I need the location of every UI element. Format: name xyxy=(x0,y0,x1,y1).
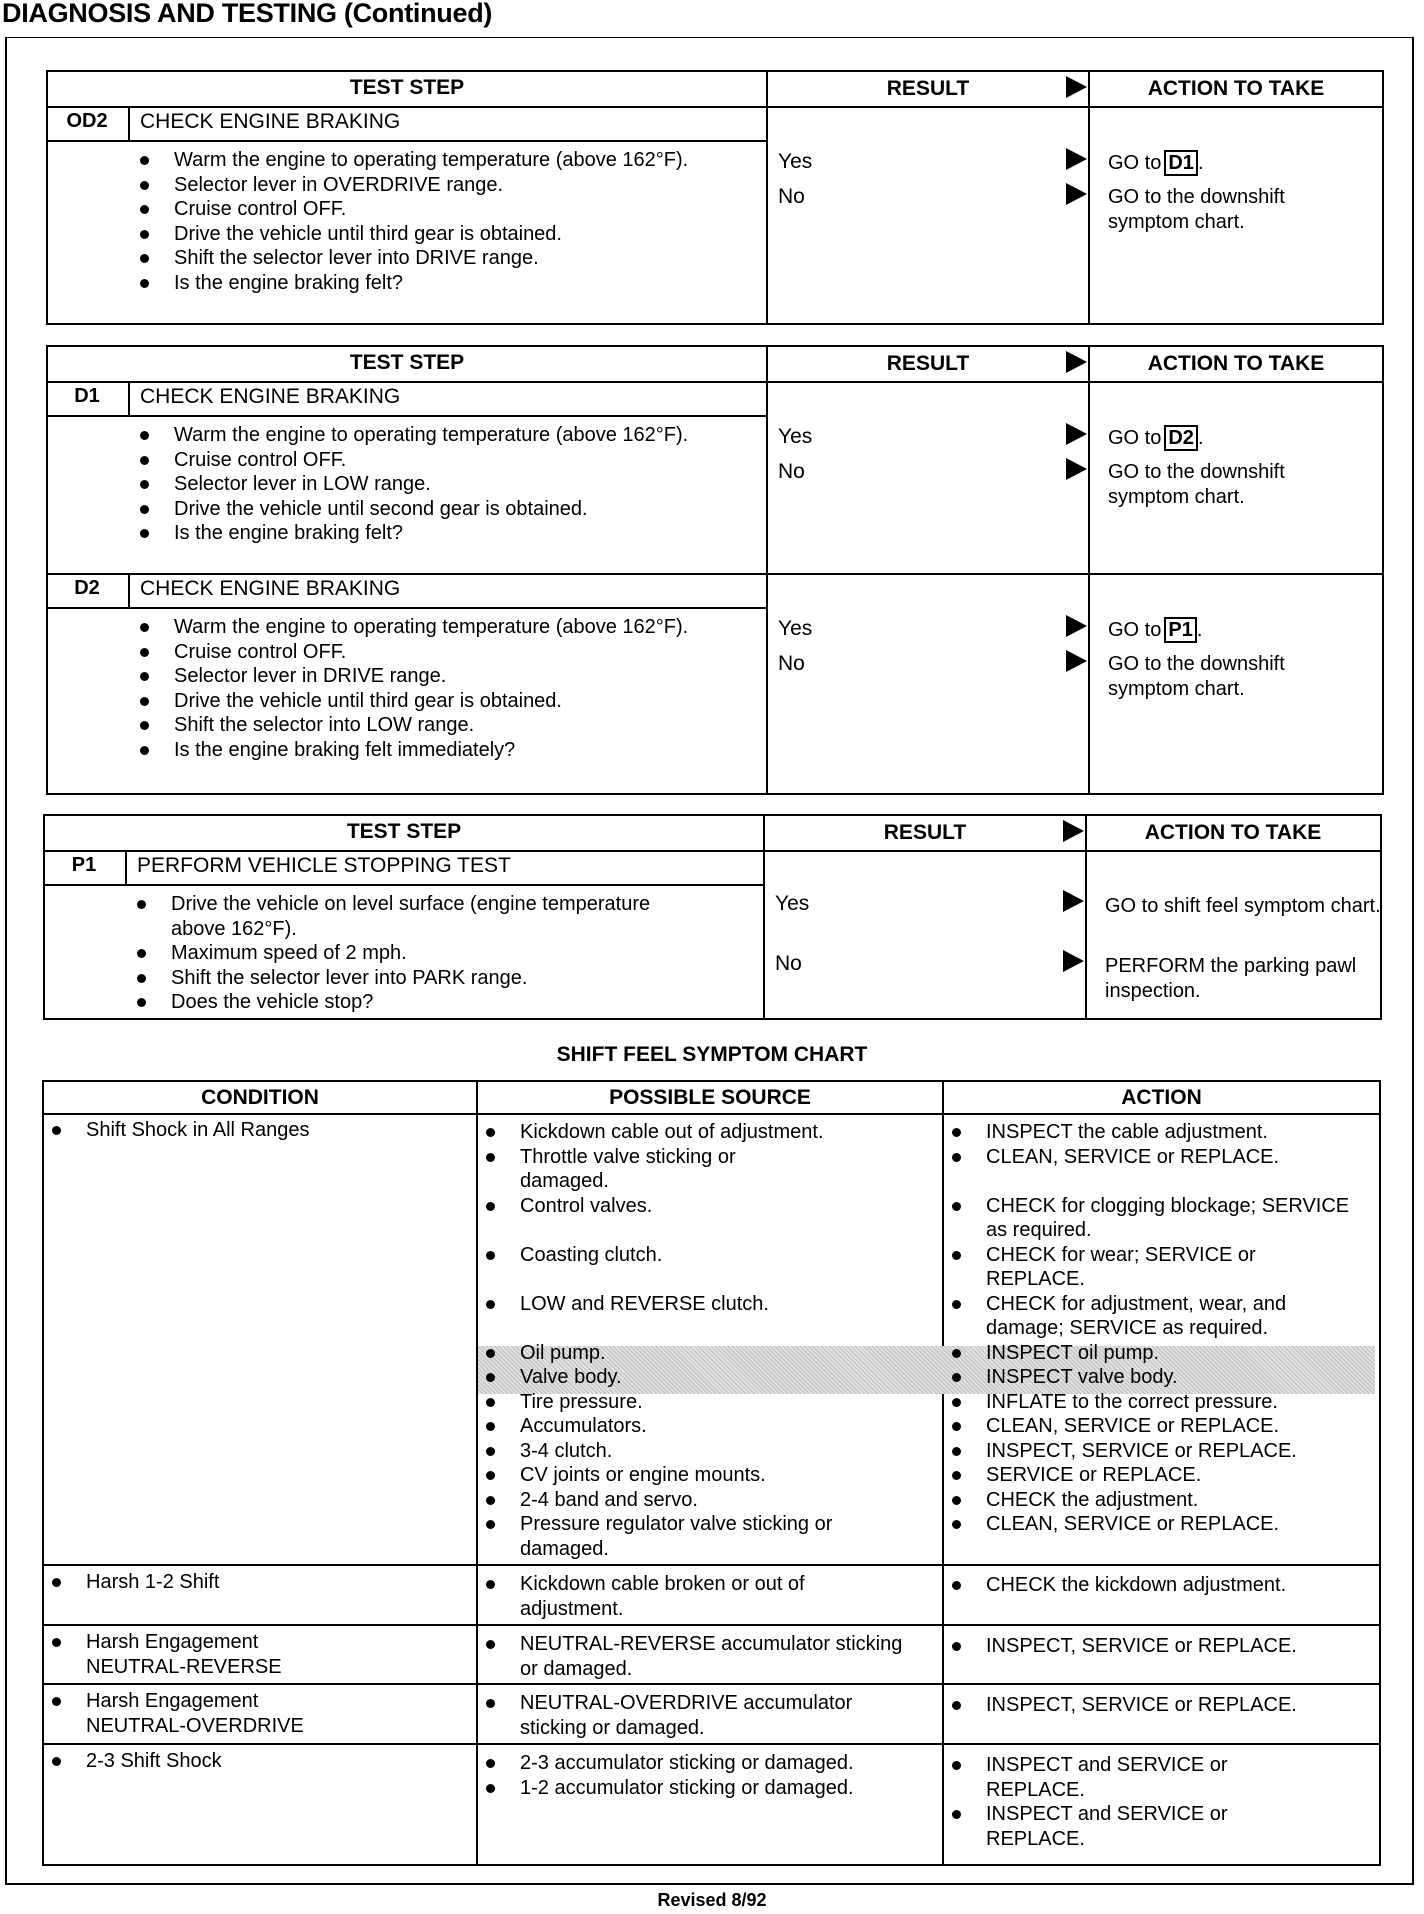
action-item: INSPECT the cable adjustment. xyxy=(948,1120,1368,1145)
col-header-action: ACTION xyxy=(1121,1086,1202,1109)
source-item: NEUTRAL-REVERSE accumulator sticking or damaged. xyxy=(482,1632,922,1681)
action-no: PERFORM the parking pawl inspection. xyxy=(1105,955,1357,1002)
source-item: Oil pump. xyxy=(482,1341,922,1366)
revision-footer: Revised 8/92 xyxy=(657,1890,767,1910)
bullet-item: Selector lever in OVERDRIVE range. xyxy=(136,173,736,198)
bullet-item: Drive the vehicle until third gear is obtained. xyxy=(136,222,736,247)
action-item: INSPECT valve body. xyxy=(948,1365,1368,1390)
header-action: ACTION TO TAKE xyxy=(1147,352,1325,375)
source-item: NEUTRAL-OVERDRIVE accumulator sticking or damaged. xyxy=(482,1691,892,1740)
result-yes: Yes xyxy=(778,425,813,448)
header-test-step: TEST STEP xyxy=(346,820,462,843)
condition-cell xyxy=(48,1689,328,1738)
symptom-chart-title: SHIFT FEEL SYMPTOM CHART xyxy=(556,1043,868,1066)
source-item: Accumulators. xyxy=(482,1414,922,1439)
arrow-icon xyxy=(1066,650,1087,672)
step-id: OD2 xyxy=(66,110,108,132)
step-title: PERFORM VEHICLE STOPPING TEST xyxy=(137,854,511,877)
action-no: GO to the downshift symptom chart. xyxy=(1108,653,1285,700)
action-item: CLEAN, SERVICE or REPLACE. xyxy=(948,1512,1368,1537)
source-item: Coasting clutch. xyxy=(482,1243,922,1268)
result-no: No xyxy=(778,652,805,675)
action-yes: GO to D2 . xyxy=(1108,427,1204,449)
action-item: INSPECT oil pump. xyxy=(948,1341,1368,1366)
step-id: D2 xyxy=(74,577,100,599)
arrow-icon xyxy=(1066,148,1087,170)
result-no: No xyxy=(778,460,805,483)
header-arrow-icon xyxy=(1066,351,1087,373)
action-no: GO to the downshift symptom chart. xyxy=(1108,461,1285,508)
step-title: CHECK ENGINE BRAKING xyxy=(140,577,401,600)
header-action: ACTION TO TAKE xyxy=(1147,77,1325,100)
step-bullets xyxy=(136,148,736,295)
source-item: Kickdown cable out of adjustment. xyxy=(482,1120,922,1145)
test-step-table-d1-d2 xyxy=(46,345,1384,795)
step-bullets xyxy=(136,615,736,762)
bullet-item: Shift the selector lever into PARK range. xyxy=(133,966,653,991)
step-ref-box: D2 xyxy=(1164,425,1198,451)
action-item: CHECK the adjustment. xyxy=(948,1488,1368,1513)
action-item: INSPECT, SERVICE or REPLACE. xyxy=(948,1693,1368,1718)
header-result: RESULT xyxy=(883,821,967,844)
header-result: RESULT xyxy=(886,77,970,100)
bullet-item: Drive the vehicle on level surface (engine temperature above 162°F). xyxy=(133,892,653,941)
action-item: CHECK for adjustment, wear, and damage; SERVICE as required. xyxy=(948,1292,1368,1341)
bullet-item: Selector lever in DRIVE range. xyxy=(136,664,736,689)
result-no: No xyxy=(775,952,802,975)
bullet-item: Is the engine braking felt? xyxy=(136,271,736,296)
header-action: ACTION TO TAKE xyxy=(1144,821,1322,844)
action-item: CLEAN, SERVICE or REPLACE. xyxy=(948,1414,1368,1439)
bullet-item: Cruise control OFF. xyxy=(136,640,736,665)
col-header-possible-source: POSSIBLE SOURCE xyxy=(609,1086,811,1109)
arrow-icon xyxy=(1066,615,1087,637)
action-yes: GO to D1 . xyxy=(1108,152,1204,174)
source-item: 1-2 accumulator sticking or damaged. xyxy=(482,1776,862,1801)
source-item: LOW and REVERSE clutch. xyxy=(482,1292,922,1317)
action-list xyxy=(948,1693,1368,1718)
source-list xyxy=(482,1120,922,1561)
header-result: RESULT xyxy=(886,352,970,375)
source-item: Kickdown cable broken or out of adjustment. xyxy=(482,1572,902,1621)
step-bullets xyxy=(136,423,736,546)
bullet-item: Cruise control OFF. xyxy=(136,197,736,222)
step-id: D1 xyxy=(74,385,100,407)
bullet-item: Maximum speed of 2 mph. xyxy=(133,941,653,966)
action-item: CHECK for clogging blockage; SERVICE as required. xyxy=(948,1194,1368,1243)
condition-item: Harsh Engagement NEUTRAL-REVERSE xyxy=(48,1630,328,1679)
test-step-table-p1 xyxy=(43,814,1382,1020)
arrow-icon xyxy=(1066,458,1087,480)
action-list xyxy=(948,1573,1368,1598)
bullet-item: Warm the engine to operating temperature (above 162°F). xyxy=(136,148,736,173)
source-item: 2-3 accumulator sticking or damaged. xyxy=(482,1751,862,1776)
bullet-item: Is the engine braking felt? xyxy=(136,521,736,546)
bullet-item: Warm the engine to operating temperature (above 162°F). xyxy=(136,423,736,448)
action-item: CLEAN, SERVICE or REPLACE. xyxy=(948,1145,1368,1170)
arrow-icon xyxy=(1063,950,1084,972)
action-item: CHECK for wear; SERVICE or REPLACE. xyxy=(948,1243,1368,1292)
condition-cell xyxy=(48,1749,468,1774)
col-header-condition: CONDITION xyxy=(201,1086,319,1109)
bullet-item: Drive the vehicle until second gear is obtained. xyxy=(136,497,736,522)
action-list xyxy=(948,1120,1368,1537)
arrow-icon xyxy=(1066,423,1087,445)
action-item: CHECK the kickdown adjustment. xyxy=(948,1573,1368,1598)
condition-cell xyxy=(48,1118,468,1143)
arrow-icon xyxy=(1063,890,1084,912)
action-yes: GO to shift feel symptom chart. xyxy=(1105,895,1381,917)
header-test-step: TEST STEP xyxy=(349,76,465,99)
action-item: INSPECT, SERVICE or REPLACE. xyxy=(948,1634,1368,1659)
result-yes: Yes xyxy=(775,892,810,915)
action-item: INFLATE to the correct pressure. xyxy=(948,1390,1368,1415)
bullet-item: Warm the engine to operating temperature (above 162°F). xyxy=(136,615,736,640)
action-no: GO to the downshift symptom chart. xyxy=(1108,186,1285,233)
condition-item: 2-3 Shift Shock xyxy=(48,1749,468,1774)
step-title: CHECK ENGINE BRAKING xyxy=(140,385,401,408)
source-item: 3-4 clutch. xyxy=(482,1439,922,1464)
source-item: Throttle valve sticking or damaged. xyxy=(482,1145,922,1194)
action-list xyxy=(948,1634,1368,1659)
condition-item: Harsh Engagement NEUTRAL-OVERDRIVE xyxy=(48,1689,328,1738)
bullet-item: Selector lever in LOW range. xyxy=(136,472,736,497)
step-title: CHECK ENGINE BRAKING xyxy=(140,110,401,133)
condition-item: Harsh 1-2 Shift xyxy=(48,1570,468,1595)
source-list xyxy=(482,1632,922,1681)
bullet-item: Cruise control OFF. xyxy=(136,448,736,473)
header-test-step: TEST STEP xyxy=(349,351,465,374)
condition-cell xyxy=(48,1570,468,1595)
result-no: No xyxy=(778,185,805,208)
step-ref-box: D1 xyxy=(1164,150,1198,176)
source-item: Tire pressure. xyxy=(482,1390,922,1415)
page-title: DIAGNOSIS AND TESTING (Continued) xyxy=(2,0,493,28)
header-arrow-icon xyxy=(1063,820,1084,842)
bullet-item: Is the engine braking felt immediately? xyxy=(136,738,736,763)
source-list xyxy=(482,1572,902,1621)
test-step-table-od2 xyxy=(46,70,1384,325)
action-item: INSPECT and SERVICE or REPLACE. xyxy=(948,1802,1278,1851)
step-ref-box: P1 xyxy=(1164,617,1196,643)
action-item: INSPECT and SERVICE or REPLACE. xyxy=(948,1753,1278,1802)
action-list xyxy=(948,1753,1278,1851)
shift-feel-symptom-chart xyxy=(42,1080,1381,1866)
bullet-item: Shift the selector lever into DRIVE range. xyxy=(136,246,736,271)
condition-item: Shift Shock in All Ranges xyxy=(48,1118,468,1143)
result-yes: Yes xyxy=(778,617,813,640)
action-item: INSPECT, SERVICE or REPLACE. xyxy=(948,1439,1368,1464)
source-list xyxy=(482,1691,892,1740)
action-yes: GO to P1 . xyxy=(1108,619,1203,641)
arrow-icon xyxy=(1066,183,1087,205)
step-id: P1 xyxy=(71,854,97,876)
bullet-item: Shift the selector into LOW range. xyxy=(136,713,736,738)
source-item: 2-4 band and servo. xyxy=(482,1488,922,1513)
action-item: SERVICE or REPLACE. xyxy=(948,1463,1368,1488)
bullet-item: Does the vehicle stop? xyxy=(133,990,653,1015)
header-arrow-icon xyxy=(1066,76,1087,98)
step-bullets xyxy=(133,892,653,1015)
condition-cell xyxy=(48,1630,328,1679)
source-item: Pressure regulator valve sticking or damaged. xyxy=(482,1512,922,1561)
source-item: Control valves. xyxy=(482,1194,922,1219)
bullet-item: Drive the vehicle until third gear is obtained. xyxy=(136,689,736,714)
source-item: Valve body. xyxy=(482,1365,922,1390)
result-yes: Yes xyxy=(778,150,813,173)
source-list xyxy=(482,1751,862,1800)
source-item: CV joints or engine mounts. xyxy=(482,1463,922,1488)
